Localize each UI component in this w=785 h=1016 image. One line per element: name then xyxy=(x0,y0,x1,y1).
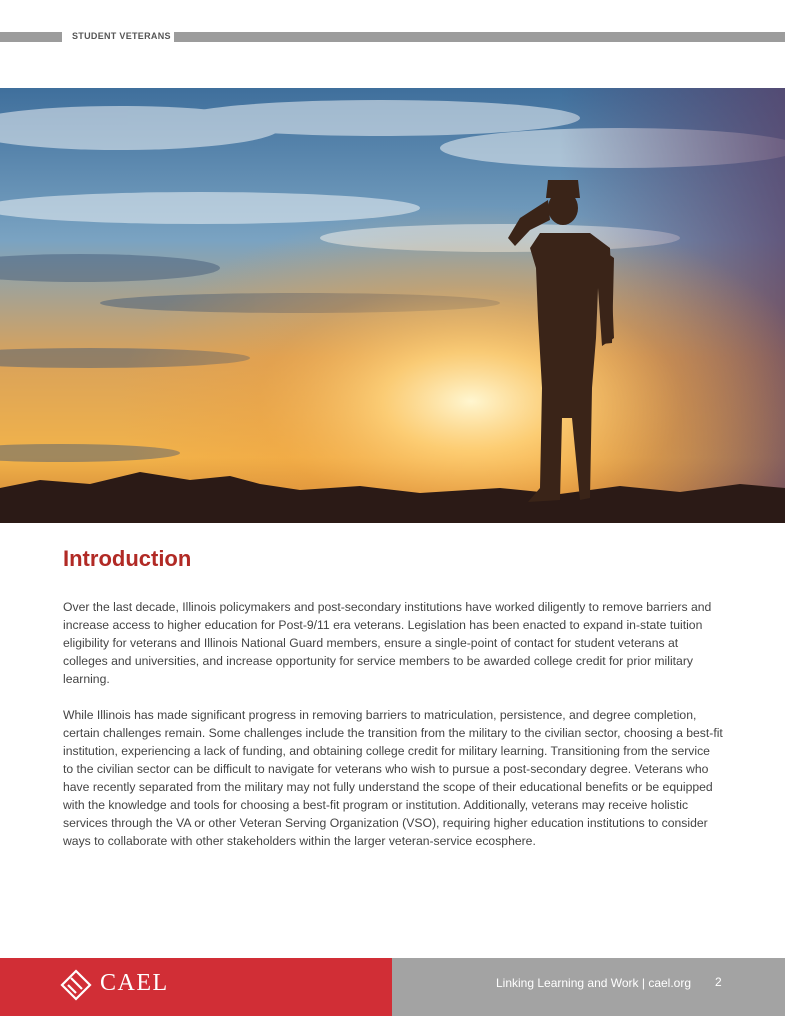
intro-paragraph-2: While Illinois has made significant progress in removing barriers to matriculation, persistence, and degree completion, certain challenges remain. Some challenges include the transition from the military to the civilian sector, choosing a best-fit institution, experiencing a lack of funding, and obtaining college credit for military learning. Transitioning from the service to the civilian sector can be difficult to navigate for veterans who wish to pursue a post-secondary degree. Veterans who have recently separated from the military may not fully understand the scope of their educational benefits or be equipped with the knowledge and tools for choosing a best-fit program or institution. Additionally, veterans may receive holistic services through the VA or other Veteran Serving Organization (VSO), requiring higher education institutions to consider ways to collaborate with other stakeholders within the larger veteran-service ecosphere. xyxy=(63,708,723,848)
section-title: Introduction xyxy=(63,546,192,571)
header-section-label: STUDENT VETERANS xyxy=(72,31,171,41)
cael-logo-text: CAEL xyxy=(100,970,169,996)
header-bar-left xyxy=(0,32,62,42)
footer-tagline: Linking Learning and Work | cael.org xyxy=(496,976,692,990)
intro-paragraph-1: Over the last decade, Illinois policymakers and post-secondary institutions have worked diligently to remove barriers and increase access to higher education for Post-9/11 era veterans. Legislation has been enacted to expand in-state tuition eligibility for veterans and Illinois National Guard members, ensure a single-point of contact for student veterans at colleges and universities, and increase opportunity for service members to be awarded college credit for prior military learning. xyxy=(63,600,712,686)
header-bar-right xyxy=(174,32,785,42)
footer-red-band xyxy=(0,958,392,1016)
page-number: 2 xyxy=(715,975,722,989)
hero-photo xyxy=(0,88,785,523)
